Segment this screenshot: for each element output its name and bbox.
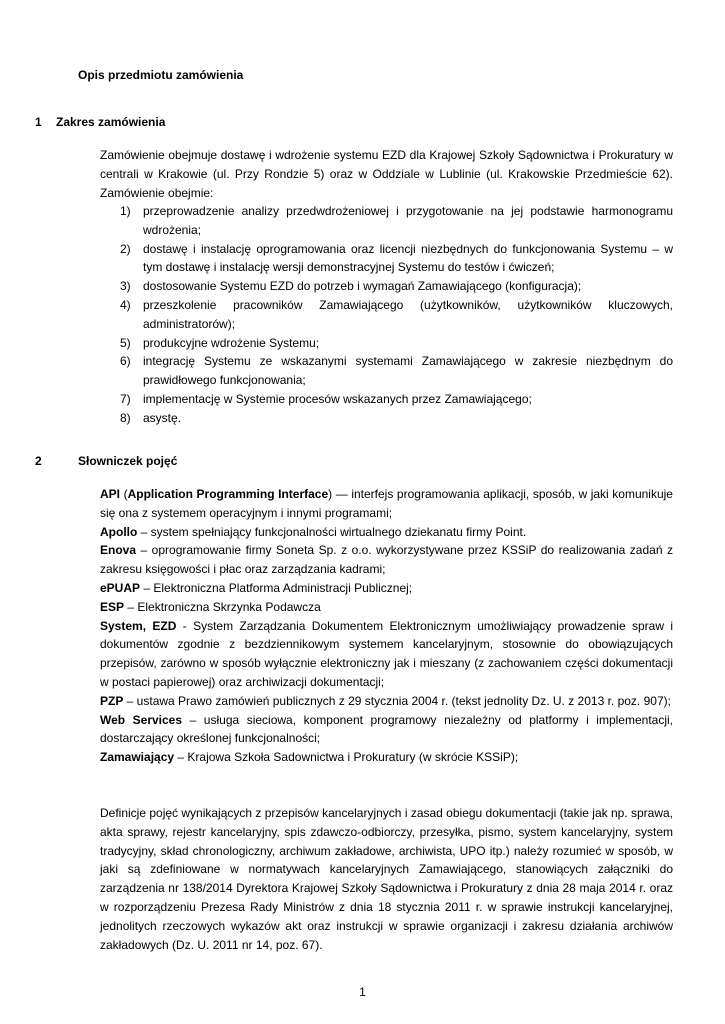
section-1-title: Zakres zamówienia xyxy=(56,115,166,129)
glossary-entry-web-services: Web Services – usługa sieciowa, komponent programowy niezależny od platformy i implementacji, dostarczający określonej funkcjonalności; xyxy=(100,712,674,746)
list-item: 6) integrację Systemu ze wskazanymi systemami Zamawiającego w zakresie niezbędnym do prawidłowego funkcjonowania; xyxy=(120,354,673,388)
glossary-entry-pzp: PZP – ustawa Prawo zamówień publicznych z 29 stycznia 2004 r. (tekst jednolity Dz. U. z 2013 r. poz. 907); xyxy=(100,693,671,708)
scope-list xyxy=(100,202,673,428)
section-2-number: 2 xyxy=(35,454,42,468)
glossary-entry-epuap: ePUAP – Elektroniczna Platforma Administracji Publicznej; xyxy=(100,580,413,595)
glossary-entry-enova: Enova – oprogramowanie firmy Soneta Sp. z o.o. wykorzystywane przez KSSiP do realizowania zadań z zakresu księgowości i płac oraz zarządzania kadrami; xyxy=(100,543,673,577)
section-1-intro: Zamówienie obejmuje dostawę i wdrożenie systemu EZD dla Krajowej Szkoły Sądownictwa i Prokuratury w centrali w Krakowie (ul. Przy Rondzie 5) oraz w Oddziale w Lublinie (ul. Krakowskie Przedmieście 62). Zamówienie obejmie: xyxy=(100,148,673,200)
glossary-entry-esp: ESP – Elektroniczna Skrzynka Podawcza xyxy=(100,599,321,614)
list-item: 1) przeprowadzenie analizy przedwdrożeniowej i przygotowanie na jej podstawie harmonogramu wdrożenia; xyxy=(120,204,673,237)
glossary-entry-apollo: Apollo – system spełniający funkcjonalności wirtualnego dziekanatu firmy Point. xyxy=(100,524,527,539)
list-item: 5) produkcyjne wdrożenie Systemu; xyxy=(120,335,320,350)
document-title: Opis przedmiotu zamówienia xyxy=(78,68,244,82)
section-2-title: Słowniczek pojęć xyxy=(78,454,178,468)
glossary xyxy=(100,485,673,767)
page-number: 1 xyxy=(359,985,366,999)
list-item: 8) asystę. xyxy=(120,410,182,425)
glossary-entry-api: API (Application Programming Interface) — interfejs programowania aplikacji, sposób, w jaki komunikuje się ona z systemem operacyjnym i innymi programami; xyxy=(100,487,673,520)
glossary-entry-zamawiajacy: Zamawiający – Krajowa Szkoła Sadownictwa i Prokuratury (w skrócie KSSiP); xyxy=(100,750,519,765)
list-item: 2) dostawę i instalację oprogramowania oraz licencji niezbędnych do funkcjonowania Systemu – w tym dostawę i instalację wersji demonstracyjnej Systemu do testów i ćwiczeń; xyxy=(120,241,673,275)
definitions-paragraph: Definicje pojęć wynikających z przepisów kancelaryjnych i zasad obiegu dokumentacji (takie jak np. sprawa, akta sprawy, rejestr kancelaryjny, spis zdawczo-odbiorczy, przesyłka, pismo, system kancelaryjny, system tradycyjny, skład chronologiczny, archiwum zakładowe, archiwista, UPO itp.) należy rozumieć w sposób, w jaki są zdefiniowane w normatywach kancelaryjnych Zamawiającego, stanowiących załączniki do zarządzenia nr 138/2014 Dyrektora Krajowej Szkoły Sądownictwa i Prokuratury z dnia 28 maja 2014 r. oraz w rozporządzeniu Prezesa Rady Ministrów z dnia 18 stycznia 2011 r. w sprawie instrukcji kancelaryjnej, jednolitych rzeczowych wykazów akt oraz instrukcji w sprawie organizacji i zakresu działania archiwów zakładowych (Dz. U. 2011 nr 14, poz. 67). xyxy=(100,806,673,952)
glossary-entry-ezd: System, EZD - System Zarządzania Dokumentem Elektronicznym umożliwiający prowadzenie spraw i dokumentów zgodnie z bezdziennikowym systemem kancelaryjnym, stosownie do obowiązujących przepisów, zarówno w sposób wyłącznie elektroniczny jak i mieszany (z zachowaniem części dokumentacji w postaci papierowej) oraz archiwizacji dokumentacji; xyxy=(100,618,673,689)
section-1-number: 1 xyxy=(35,115,42,129)
list-item: 4) przeszkolenie pracowników Zamawiającego (użytkowników, użytkowników kluczowych, administratorów); xyxy=(120,297,673,331)
list-item: 7) implementację w Systemie procesów wskazanych przez Zamawiającego; xyxy=(120,391,532,406)
list-item: 3) dostosowanie Systemu EZD do potrzeb i wymagań Zamawiającego (konfiguracja); xyxy=(120,279,582,294)
